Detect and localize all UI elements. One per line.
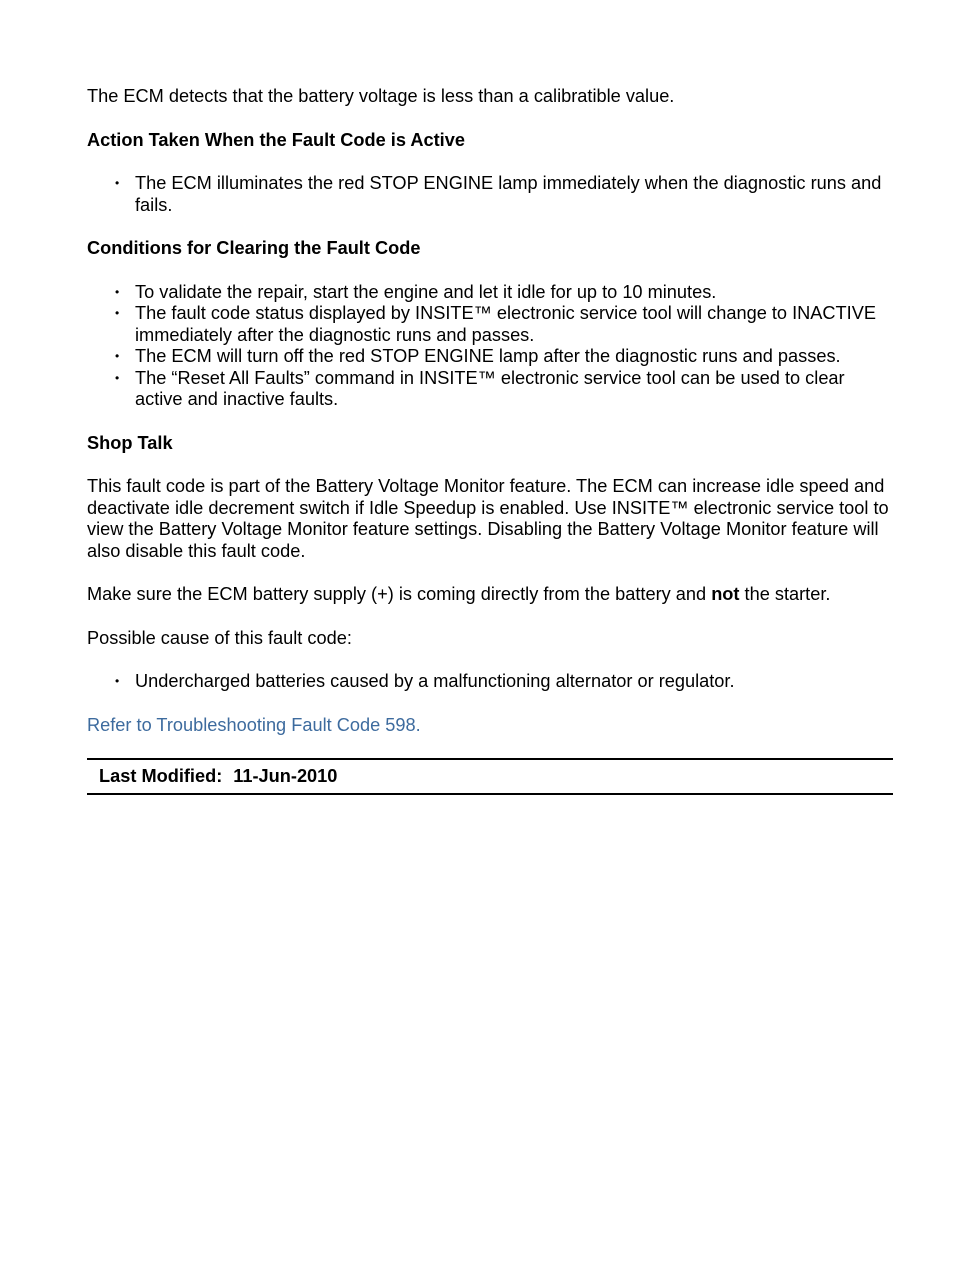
document-body — [87, 86, 893, 795]
list-item — [115, 671, 893, 693]
bullet-icon: • — [115, 306, 120, 320]
supply-note-tail: the starter. — [739, 584, 831, 604]
clearing-list — [87, 282, 893, 411]
action-list — [87, 173, 893, 216]
refer-paragraph — [87, 715, 893, 737]
intro-paragraph: The ECM detects that the battery voltage is less than a calibratible value. — [87, 86, 675, 106]
list-item — [115, 303, 893, 346]
causes-list — [87, 671, 893, 693]
supply-note-emphasis: not — [711, 584, 740, 604]
last-modified-date: 11-Jun-2010 — [233, 766, 338, 786]
bullet-icon: • — [115, 349, 120, 363]
list-item — [115, 367, 893, 411]
list-item-text: The ECM will turn off the red STOP ENGINE lamp after the diagnostic runs and passes. — [135, 346, 841, 366]
bullet-icon: • — [115, 176, 120, 190]
clearing-heading: Conditions for Clearing the Fault Code — [87, 238, 421, 258]
action-heading: Action Taken When the Fault Code is Active — [87, 129, 465, 150]
shop-talk-heading: Shop Talk — [87, 432, 173, 453]
shop-talk-paragraph: This fault code is part of the Battery Voltage Monitor feature. The ECM can increase idle speed and deactivate idle decrement switch if Idle Speedup is enabled. Use INSITE™ electronic service tool to view the Battery Voltage Monitor feature settings. Disabling the Battery Voltage Monitor feature will also disable this fault code. — [87, 476, 889, 561]
last-modified-label: Last Modified: — [99, 766, 223, 786]
last-modified-bar — [87, 758, 893, 795]
bullet-icon: • — [115, 284, 120, 299]
list-item-text: To validate the repair, start the engine and let it idle for up to 10 minutes. — [135, 281, 717, 302]
list-item-text: Undercharged batteries caused by a malfunctioning alternator or regulator. — [135, 671, 735, 691]
causes-intro: Possible cause of this fault code: — [87, 627, 352, 648]
list-item — [115, 173, 893, 216]
list-item — [115, 281, 893, 304]
list-item-text: The “Reset All Faults” command in INSITE™ electronic service tool can be used to clear active and inactive faults. — [135, 367, 845, 409]
list-item-text: The fault code status displayed by INSITE™ electronic service tool will change to INACTIVE immediately after the diagnostic runs and passes. — [135, 303, 876, 345]
supply-note-paragraph — [87, 584, 893, 606]
fault-code-598-link[interactable]: Refer to Troubleshooting Fault Code 598. — [87, 714, 421, 735]
bullet-icon: • — [115, 674, 120, 688]
list-item — [115, 346, 893, 368]
supply-note-text: Make sure the ECM battery supply (+) is coming directly from the battery and — [87, 584, 712, 604]
bullet-icon: • — [115, 370, 120, 385]
list-item-text: The ECM illuminates the red STOP ENGINE lamp immediately when the diagnostic runs and fails. — [135, 173, 882, 215]
